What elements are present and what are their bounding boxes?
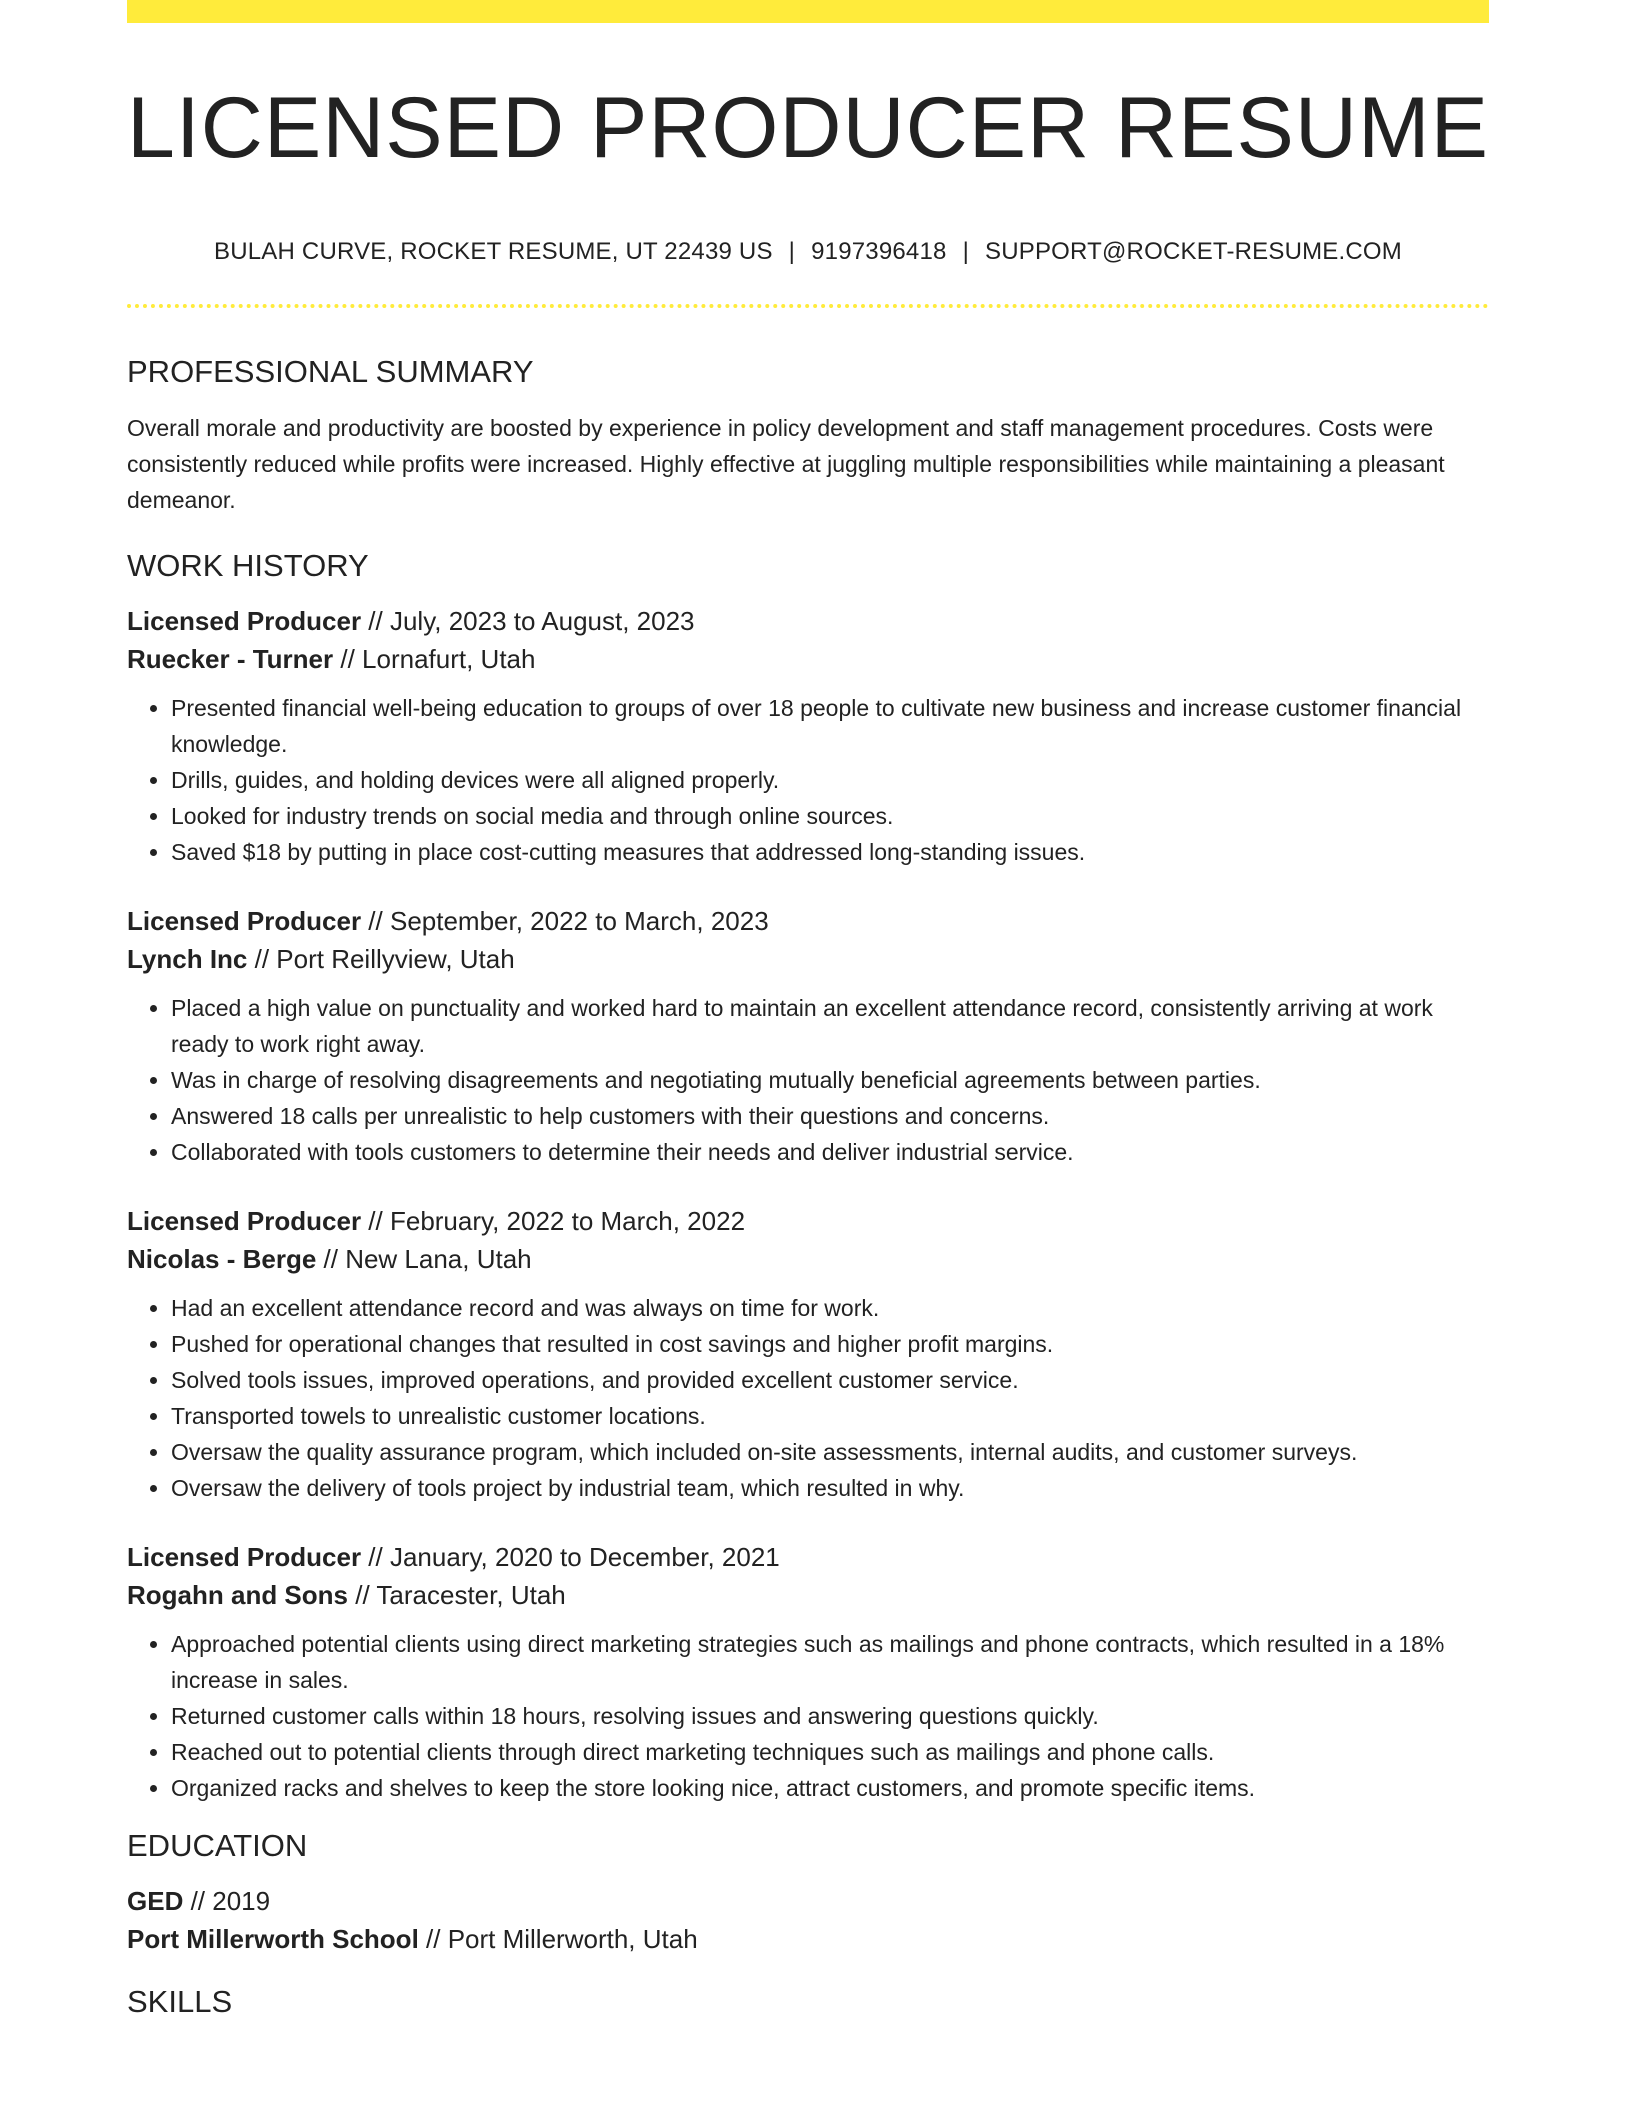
job-entry (127, 602, 1489, 870)
job-location: // Port Reillyview, Utah (247, 944, 515, 974)
accent-bar (127, 0, 1489, 23)
job-company-line (127, 640, 1489, 678)
separator: | (788, 238, 796, 265)
job-company: Rogahn and Sons (127, 1580, 348, 1610)
job-location: // Taracester, Utah (348, 1580, 566, 1610)
list-item: • Returned customer calls within 18 hours, resolving issues and answering questions quickly. (171, 1698, 1489, 1734)
list-item: • Placed a high value on punctuality and worked hard to maintain an excellent attendance record, consistently arriving at work ready to work right away. (171, 990, 1489, 1062)
degree-year: // 2019 (183, 1886, 271, 1916)
job-location: // Lornafurt, Utah (333, 644, 536, 674)
job-company-line (127, 1240, 1489, 1278)
list-item: • Answered 18 calls per unrealistic to help customers with their questions and concerns. (171, 1098, 1489, 1134)
list-item: • Solved tools issues, improved operations, and provided excellent customer service. (171, 1362, 1489, 1398)
education-heading: EDUCATION (127, 1828, 308, 1863)
contact-phone: 9197396418 (811, 238, 947, 265)
list-item: • Had an excellent attendance record and was always on time for work. (171, 1290, 1489, 1326)
separator: | (962, 238, 970, 265)
list-item: • Saved $18 by putting in place cost-cutting measures that addressed long-standing issues. (171, 834, 1489, 870)
job-bullets (127, 1626, 1489, 1806)
list-item: • Presented financial well-being education to groups of over 18 people to cultivate new business and increase customer financial knowledge. (171, 690, 1489, 762)
job-entry (127, 902, 1489, 1170)
job-company: Nicolas - Berge (127, 1244, 317, 1274)
degree-line (127, 1882, 1489, 1920)
job-bullets (127, 690, 1489, 870)
job-title: Licensed Producer (127, 1206, 362, 1236)
job-title: Licensed Producer (127, 606, 362, 636)
contact-email: SUPPORT@ROCKET-RESUME.COM (985, 238, 1402, 265)
job-dates: // July, 2023 to August, 2023 (361, 606, 695, 636)
contact-address: BULAH CURVE, ROCKET RESUME, UT 22439 US (214, 238, 773, 265)
dotted-divider (127, 304, 1489, 308)
list-item: • Oversaw the quality assurance program, which included on-site assessments, internal audits, and customer surveys. (171, 1434, 1489, 1470)
work-history-heading: WORK HISTORY (127, 548, 369, 583)
list-item: • Approached potential clients using direct marketing strategies such as mailings and phone contracts, which resulted in a 18% increase in sales. (171, 1626, 1489, 1698)
job-bullets (127, 1290, 1489, 1506)
job-entry (127, 1538, 1489, 1806)
list-item: • Oversaw the delivery of tools project by industrial team, which resulted in why. (171, 1470, 1489, 1506)
page-title: LICENSED PRODUCER RESUME (127, 80, 1489, 176)
list-item: • Organized racks and shelves to keep the store looking nice, attract customers, and promote specific items. (171, 1770, 1489, 1806)
job-dates: // February, 2022 to March, 2022 (361, 1206, 746, 1236)
job-entry (127, 1202, 1489, 1506)
list-item: • Drills, guides, and holding devices were all aligned properly. (171, 762, 1489, 798)
list-item: • Transported towels to unrealistic customer locations. (171, 1398, 1489, 1434)
job-company: Lynch Inc (127, 944, 248, 974)
list-item: • Pushed for operational changes that resulted in cost savings and higher profit margins. (171, 1326, 1489, 1362)
job-title-line (127, 1202, 1489, 1240)
job-title: Licensed Producer (127, 906, 362, 936)
job-bullets (127, 990, 1489, 1170)
list-item: • Reached out to potential clients through direct marketing techniques such as mailings and phone calls. (171, 1734, 1489, 1770)
summary-heading: PROFESSIONAL SUMMARY (127, 354, 534, 389)
summary-text: Overall morale and productivity are boosted by experience in policy development and staff management procedures. Costs were consistently reduced while profits were increased. Highly effective at juggling multiple responsibilities while maintaining a pleasant demeanor. (127, 415, 1445, 513)
school-line (127, 1920, 1489, 1958)
degree: GED (127, 1886, 184, 1916)
skills-heading: SKILLS (127, 1984, 233, 2019)
school-name: Port Millerworth School (127, 1924, 419, 1954)
job-company-line (127, 940, 1489, 978)
education-entry (127, 1882, 1489, 1958)
job-title-line (127, 602, 1489, 640)
job-company-line (127, 1576, 1489, 1614)
job-location: // New Lana, Utah (316, 1244, 532, 1274)
contact-line (127, 236, 1489, 268)
resume-content (127, 352, 1489, 2022)
job-company: Ruecker - Turner (127, 644, 334, 674)
job-title: Licensed Producer (127, 1542, 362, 1572)
job-title-line (127, 1538, 1489, 1576)
list-item: • Was in charge of resolving disagreements and negotiating mutually beneficial agreements between parties. (171, 1062, 1489, 1098)
list-item: • Collaborated with tools customers to determine their needs and deliver industrial service. (171, 1134, 1489, 1170)
job-dates: // January, 2020 to December, 2021 (361, 1542, 780, 1572)
job-dates: // September, 2022 to March, 2023 (361, 906, 769, 936)
school-location: // Port Millerworth, Utah (418, 1924, 698, 1954)
list-item: • Looked for industry trends on social media and through online sources. (171, 798, 1489, 834)
job-title-line (127, 902, 1489, 940)
